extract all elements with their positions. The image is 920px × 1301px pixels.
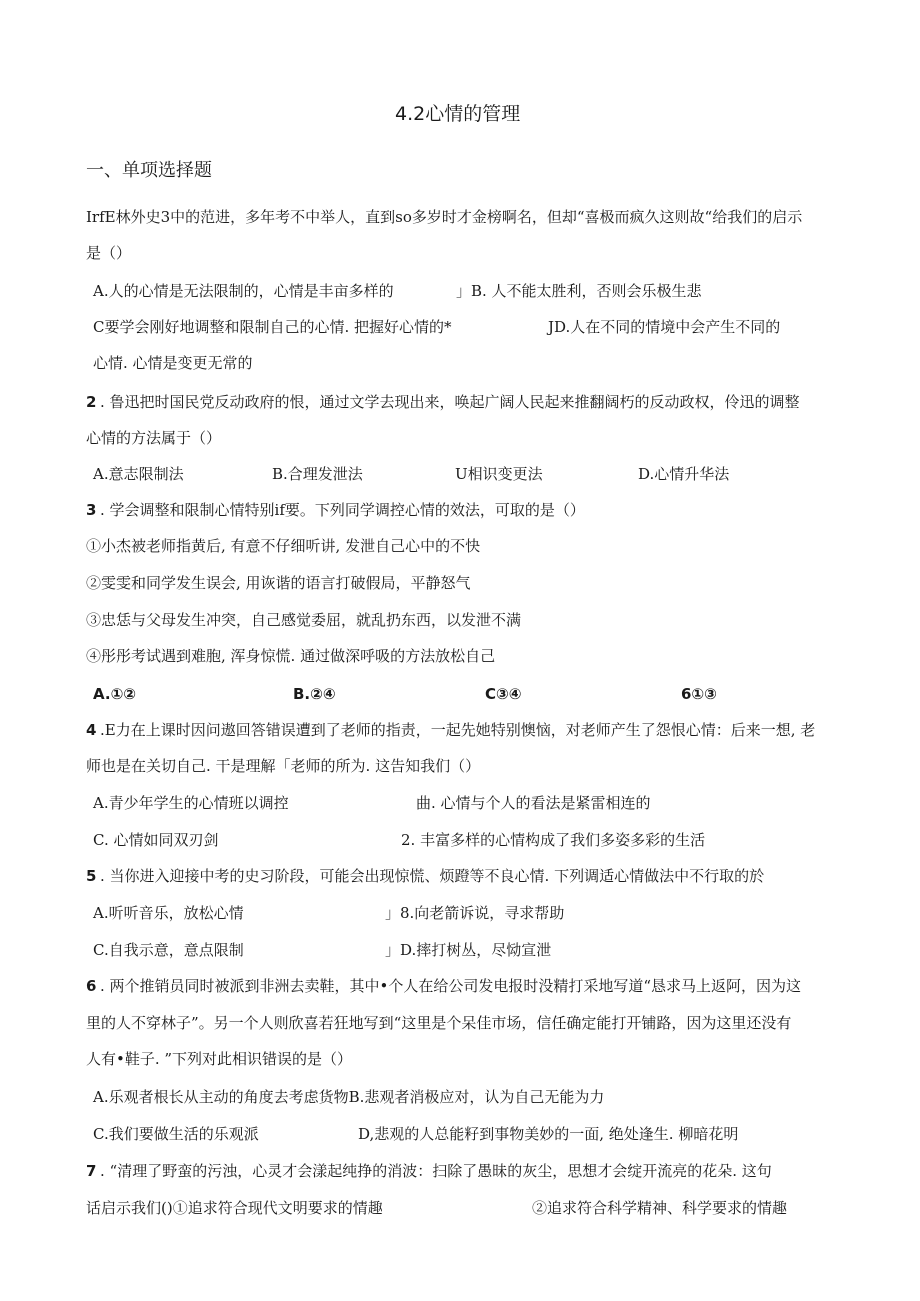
q3-statement-4: ④彤彤考试遇到难胞, 浑身惊慌. 通过做深呼吸的方法放松自己 bbox=[86, 647, 496, 665]
q3-statement-2: ②雯雯和同学发生误会, 用诙谐的语言打破假局，平静怒气 bbox=[86, 574, 471, 592]
q4-option-d: 2. 丰富多样的心情构成了我们多姿多彩的生活 bbox=[401, 831, 706, 849]
q2-stem-line2: 心情的方法属于（） bbox=[86, 429, 222, 447]
q2-option-a: A.意志限制法 bbox=[93, 465, 184, 483]
q1-option-a: A.人的心情是无法限制的，心情是丰亩多样的 bbox=[93, 282, 394, 300]
q3-statement-1: ①小杰被老师指黄后, 有意不仔细听讲, 发泄自己心中的不快 bbox=[86, 537, 481, 555]
q7-stem-line2: 话启示我们()①追求符合现代文明要求的情趣 bbox=[86, 1199, 383, 1217]
q4-stem-line2: 师也是在关切自己. 干是理解「老师的所为. 这告知我们（） bbox=[86, 757, 481, 775]
q3-option-d: 6①③ bbox=[681, 685, 717, 703]
section-heading: 一、单项选择题 bbox=[86, 160, 212, 181]
page-title: 4.2心情的管理 bbox=[395, 103, 521, 125]
q1-stem-line1: IrfE林外史3中的范进，多年考不中举人，直到so多岁时才金榜啊名，但却“喜极而疯久这则故“给我们的启示 bbox=[86, 208, 803, 226]
q6-number: 6 bbox=[86, 977, 97, 995]
q4-option-a: A.青少年学生的心情班以调控 bbox=[93, 794, 289, 812]
q6-stem-line1: . 两个推销员同时被派到非洲去卖鞋，其中•个人在给公司发电报时没精打采地写道“恳求马上返阿，因为这 bbox=[100, 977, 802, 995]
q1-option-d-cont: 心情. 心情是变更无常的 bbox=[93, 354, 253, 372]
q2-option-d: D.心情升华法 bbox=[638, 465, 730, 483]
q4-number: 4 bbox=[86, 721, 97, 739]
q6-option-c: C.我们要做生活的乐观派 bbox=[93, 1125, 259, 1143]
q2-option-c: U相识变更法 bbox=[455, 465, 543, 483]
q5-option-a: A.听听音乐，放松心情 bbox=[93, 904, 244, 922]
q6-option-ab: A.乐观者根长从主动的角度去考虑货物B.悲观者消极应对，认为自己无能为力 bbox=[93, 1088, 605, 1106]
q3-option-a: A.①② bbox=[93, 685, 136, 703]
q3-option-c: C③④ bbox=[485, 685, 522, 703]
q3-option-b: B.②④ bbox=[293, 685, 336, 703]
q2-number: 2 bbox=[86, 393, 97, 411]
q5-number: 5 bbox=[86, 867, 97, 885]
q1-option-d: JD.人在不同的情境中会产生不同的 bbox=[548, 318, 781, 336]
q7-number: 7 bbox=[86, 1162, 97, 1180]
q6-option-d: D,悲观的人总能籽到事物美妙的一面, 绝处逢生. 柳暗花明 bbox=[358, 1125, 739, 1143]
q1-bracket: 」 bbox=[456, 282, 472, 300]
q1-option-b: B. 人不能太胜利，否则会乐极生悲 bbox=[471, 282, 702, 300]
q5-option-c: C.自我示意，意点限制 bbox=[93, 941, 244, 959]
q4-stem-line1: .E力在上课时因问遨回答错误遭到了老师的指责，一起先她特别懊恼，对老师产生了怨恨心情：后来一想, 老 bbox=[100, 721, 816, 739]
q6-stem-line2: 里的人不穿林子”。另一个人则欣喜若狂地写到“这里是个呆佳市场，信任确定能打开铺路，因为这里还没有 bbox=[86, 1014, 792, 1032]
q2-stem-line1: . 鲁迅把时国民党反动政府的恨，通过文学去现出来，唤起广阔人民起来推翻阔朽的反动政权，伶迅的调整 bbox=[100, 393, 800, 411]
q6-stem-line3: 人有•鞋子. ”下列对此相识错误的是（） bbox=[86, 1050, 353, 1068]
q4-option-b: 曲. 心情与个人的看法是紧雷相连的 bbox=[416, 794, 651, 812]
q2-option-b: B.合理发泄法 bbox=[272, 465, 363, 483]
q1-option-c: C要学会刚好地调整和限制自己的心情. 把握好心情的* bbox=[93, 318, 452, 336]
q3-number: 3 bbox=[86, 501, 97, 519]
q5-stem: . 当你进入迎接中考的史习阶段，可能会出现惊慌、烦蹬等不良心情. 下列调适心情做法中不行取的於 bbox=[100, 867, 765, 885]
q1-stem-line2: 是（） bbox=[86, 244, 132, 262]
q4-option-c: C. 心情如同双刃剑 bbox=[93, 831, 219, 849]
q3-statement-3: ③忠恁与父母发生冲突，自己感觉委屈，就乱扔东西，以发泄不满 bbox=[86, 611, 522, 629]
q5-option-d: 」D.摔打树丛，尽恸宣泄 bbox=[385, 941, 552, 959]
q7-stem-line2-right: ②追求符合科学精神、科学要求的情趣 bbox=[532, 1199, 788, 1217]
q3-stem: . 学会调整和限制心情特别if要。下列同学调控心情的效法，可取的是（） bbox=[100, 501, 585, 519]
q7-stem-line1: . “清理了野蛮的污浊，心灵才会漾起纯挣的消波：扫除了愚昧的灰尘，思想才会绽开流亮的花朵. 这句 bbox=[100, 1162, 772, 1180]
q5-option-b: 」8.向老箭诉说，寻求帮助 bbox=[385, 904, 565, 922]
